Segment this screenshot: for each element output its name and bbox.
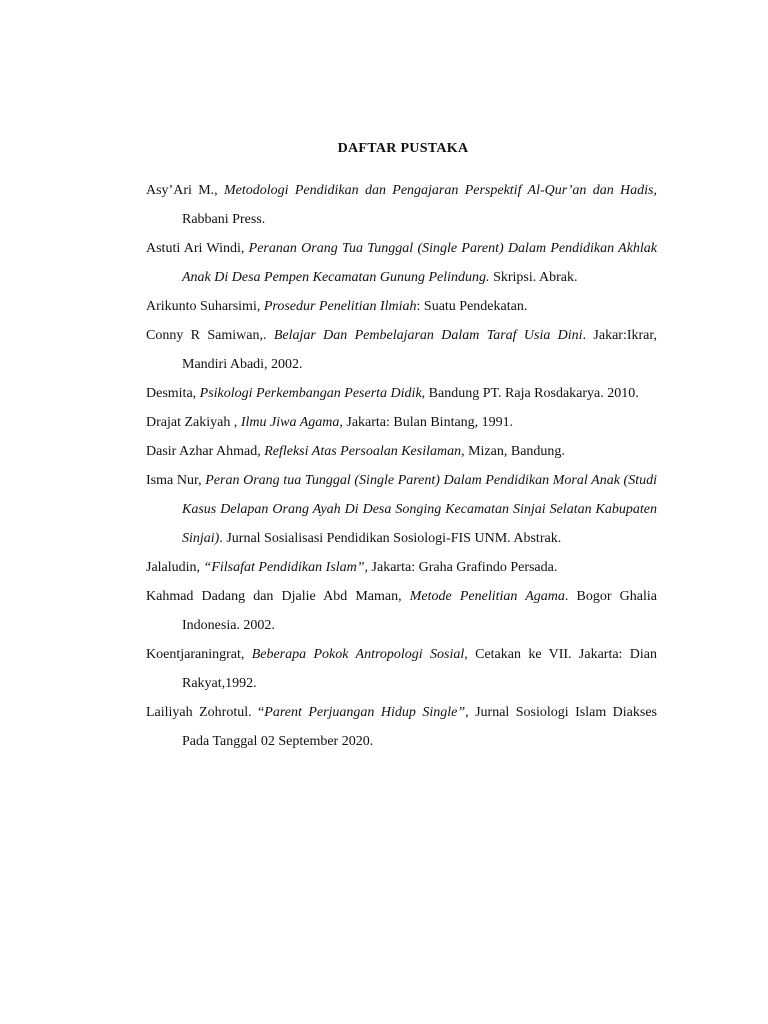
reference-author: Arikunto Suharsimi,: [146, 299, 264, 314]
reference-title: Metodologi Pendidikan dan Pengajaran Perspektif Al-Qur’an dan Hadis: [223, 183, 654, 198]
reference-author: Isma Nur,: [146, 473, 206, 488]
reference-entry: [146, 582, 657, 640]
reference-entry: [146, 292, 657, 321]
reference-author: Kahmad Dadang dan Djalie Abd Maman,: [146, 589, 410, 604]
reference-entry: [146, 698, 657, 756]
reference-list: [146, 176, 657, 756]
reference-publisher: , Bandung PT. Raja Rosdakarya. 2010.: [421, 386, 639, 401]
reference-author: Koentjaraningrat,: [146, 647, 252, 662]
reference-title: Peran Orang tua Tunggal (Single Parent) Dalam Pendidikan Moral Anak (Studi Kasus Delapan Orang Ayah Di Desa Songing Kecamatan Sinjai Selatan Kabupaten Sinjai): [182, 473, 657, 546]
reference-title: Beberapa Pokok Antropologi Sosial: [251, 647, 465, 662]
reference-author: Drajat Zakiyah ,: [146, 415, 241, 430]
reference-publisher: Skripsi. Abrak.: [489, 270, 578, 285]
reference-title: “Filsafat Pendidikan Islam”,: [203, 560, 369, 575]
reference-publisher: Jakarta: Graha Grafindo Persada.: [368, 560, 558, 575]
reference-entry: [146, 234, 657, 292]
reference-author: Dasir Azhar Ahmad,: [146, 444, 265, 459]
reference-entry: [146, 466, 657, 553]
reference-entry: [146, 408, 657, 437]
page-title: DAFTAR PUSTAKA: [337, 141, 469, 156]
reference-title: Metode Penelitian Agama: [409, 589, 565, 604]
reference-title: Prosedur Penelitian Ilmiah: [263, 299, 417, 314]
reference-author: Conny R Samiwan,.: [146, 328, 274, 343]
reference-publisher: , Mizan, Bandung.: [461, 444, 565, 459]
reference-entry: [146, 553, 657, 582]
reference-entry: [146, 379, 657, 408]
reference-title: Parent Perjuangan Hidup Single”: [264, 705, 466, 720]
reference-entry: [146, 176, 657, 234]
reference-author: Desmita,: [146, 386, 200, 401]
reference-title: Ilmu Jiwa Agama: [240, 415, 340, 430]
reference-entry: [146, 640, 657, 698]
reference-publisher: , Jurnal Sosiologi Islam Diakses Pada Tanggal 02 September 2020.: [182, 705, 658, 749]
reference-author: Astuti Ari Windi,: [146, 241, 249, 256]
reference-publisher: . Jurnal Sosialisasi Pendidikan Sosiologi-FIS UNM. Abstrak.: [219, 531, 562, 546]
reference-title: Refleksi Atas Persoalan Kesilaman: [264, 444, 462, 459]
reference-author: Lailiyah Zohrotul. “: [146, 705, 265, 720]
reference-title: Belajar Dan Pembelajaran Dalam Taraf Usia Dini: [273, 328, 583, 343]
reference-publisher: : Suatu Pendekatan.: [416, 299, 528, 314]
reference-entry: [146, 437, 657, 466]
reference-entry: [146, 321, 657, 379]
reference-publisher: . Bogor Ghalia Indonesia. 2002.: [182, 589, 657, 633]
reference-author: Asy’Ari M.,: [146, 183, 224, 198]
reference-title: Psikologi Perkembangan Peserta Didik: [199, 386, 422, 401]
reference-publisher: , Cetakan ke VII. Jakarta: Dian Rakyat,1992.: [182, 647, 657, 691]
reference-publisher: , Jakarta: Bulan Bintang, 1991.: [339, 415, 514, 430]
reference-publisher: , Rabbani Press.: [182, 183, 657, 227]
reference-publisher: . Jakar:Ikrar, Mandiri Abadi, 2002.: [182, 328, 657, 372]
reference-title: Peranan Orang Tua Tunggal (Single Parent) Dalam Pendidikan Akhlak Anak Di Desa Pempen Kecamatan Gunung Pelindung.: [182, 241, 658, 285]
reference-author: Jalaludin,: [146, 560, 204, 575]
